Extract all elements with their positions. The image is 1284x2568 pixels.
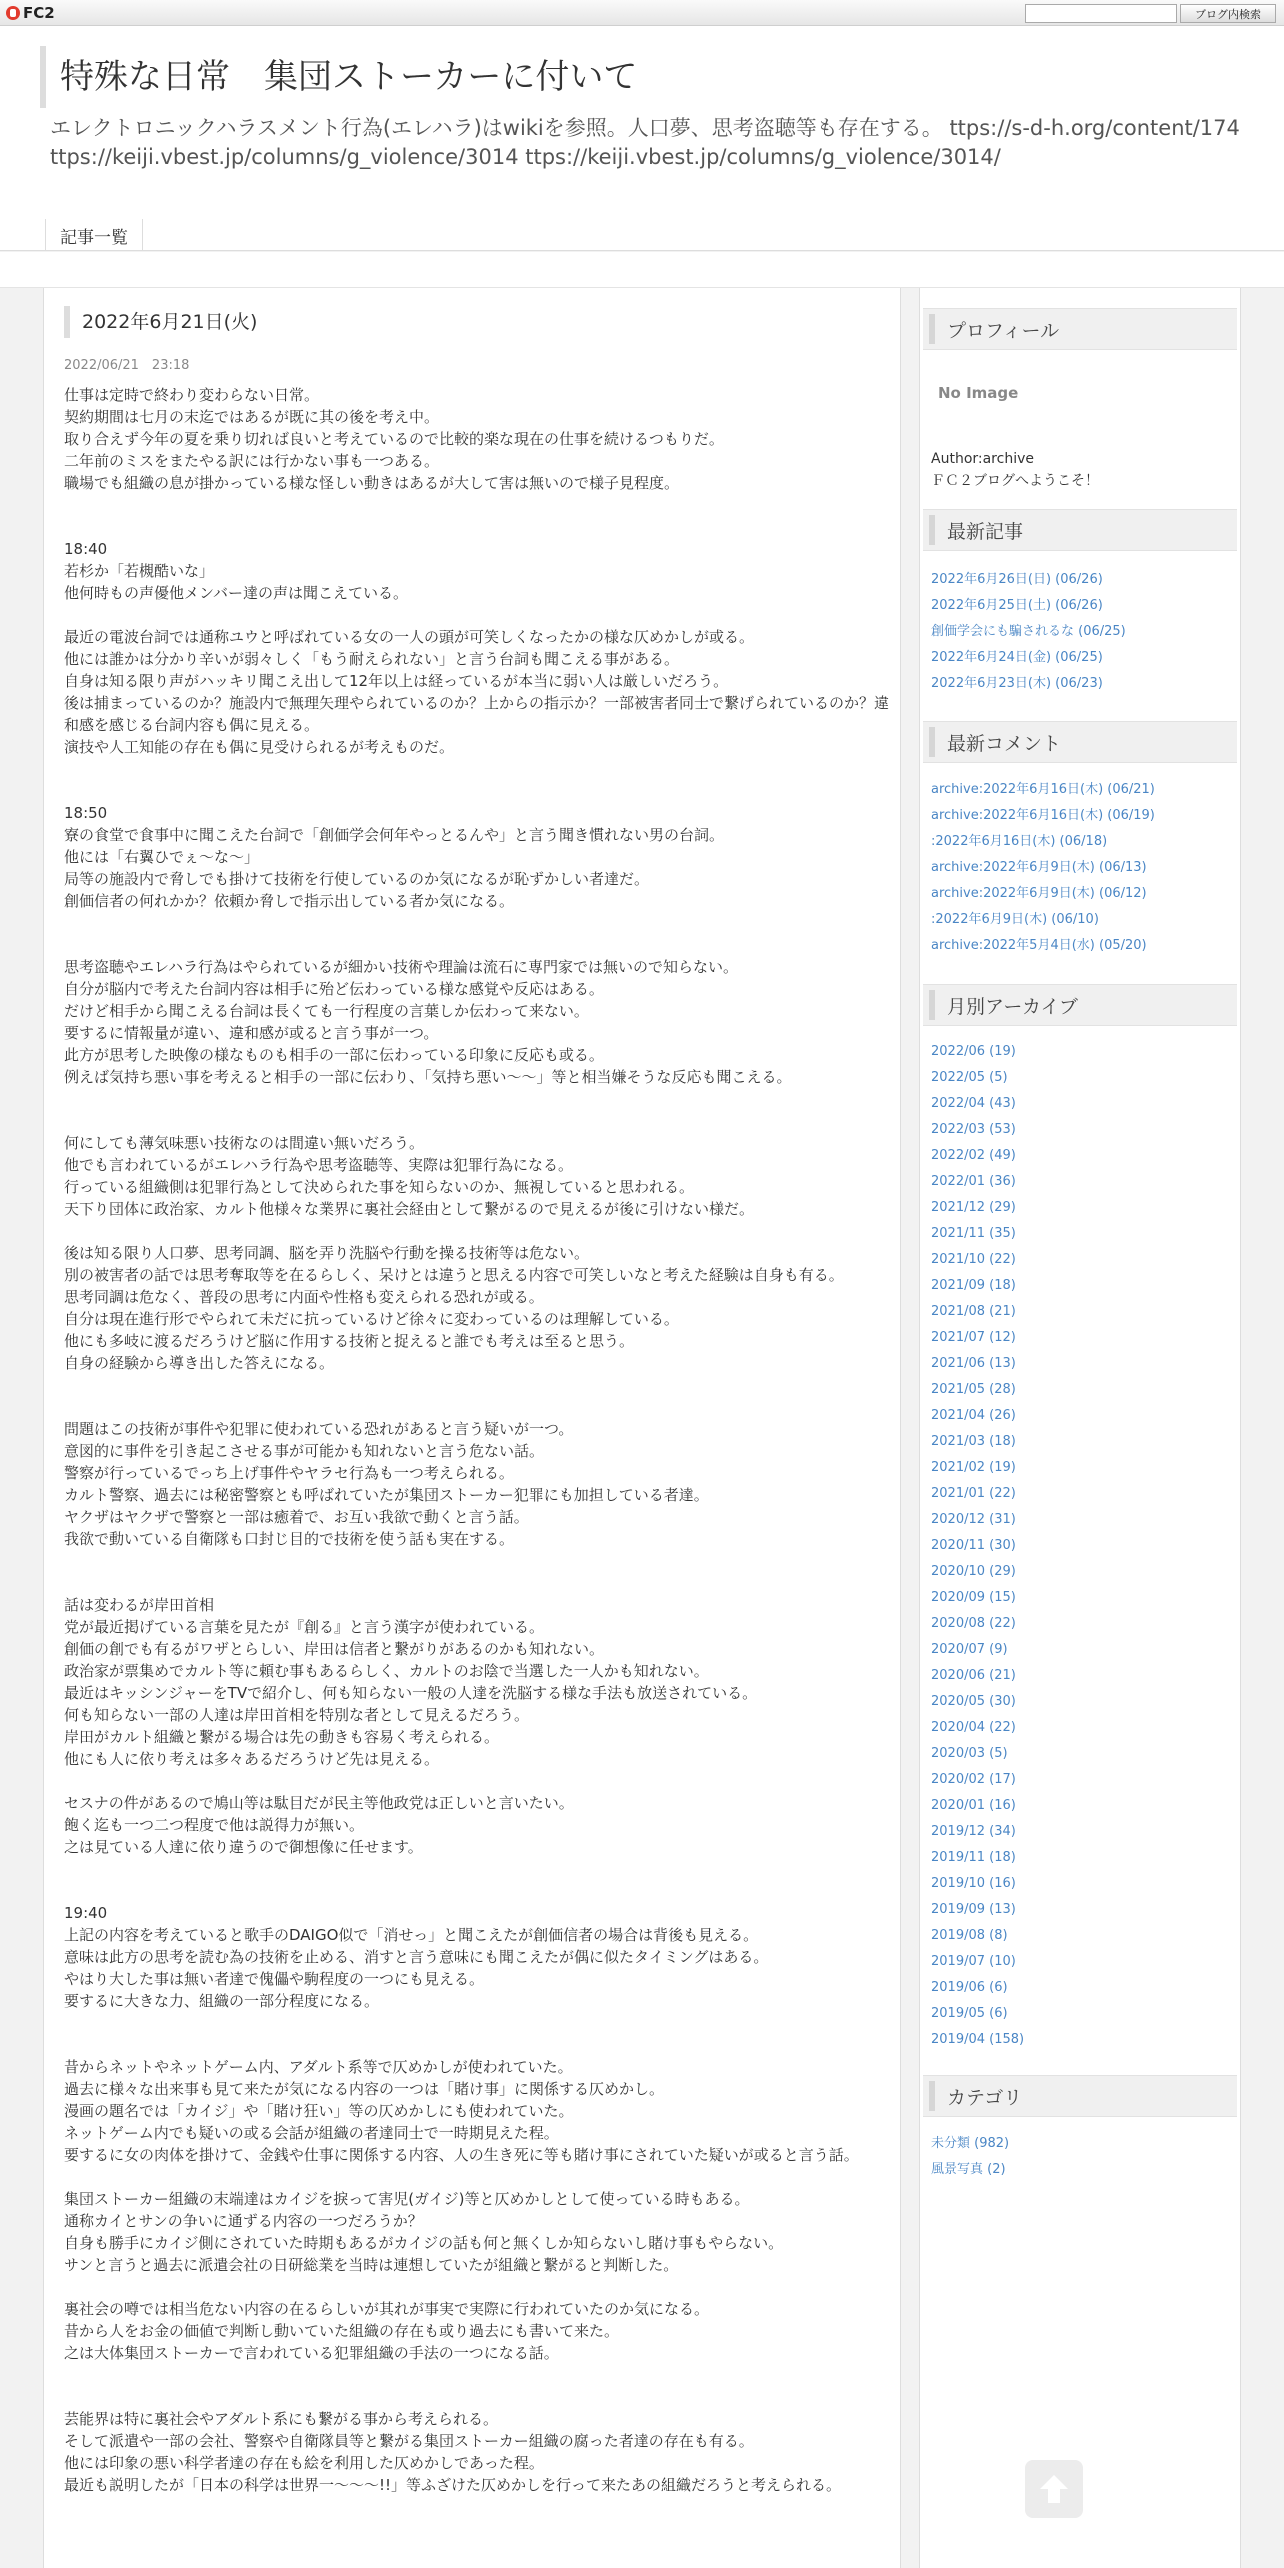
entry-line: 行っている組織側は犯罪行為として決められた事を知らないのか、無視していると思われる。 bbox=[64, 1178, 695, 1196]
paragraph-spacer bbox=[64, 1550, 892, 1572]
entry-line: 19:40 bbox=[64, 1904, 108, 1922]
entry-line: 裏社会の噂では相当危ない内容の在るらしいが其れが事実で実際に行われていたのか気になる。 bbox=[64, 2300, 710, 2318]
paragraph-spacer bbox=[64, 2496, 892, 2518]
entry-line: 思考盗聴やエレハラ行為はやられているが細かい技術や理論は流石に専門家では無いので知らない。 bbox=[64, 958, 738, 976]
nav-entry-list-label: 記事一覧 bbox=[60, 227, 128, 248]
archive-month-link[interactable]: 2019/04 (158) bbox=[931, 2032, 1025, 2047]
entry-line: 他にも多岐に渡るだろうけど脳に作用する技術と捉えると誰でも考えは至ると思う。 bbox=[64, 1332, 635, 1350]
entry-line: 政治家が票集めでカルト等に頼む事もあるらしく、カルトのお陰で当選した一人かも知れない。 bbox=[64, 1662, 709, 1680]
blog-search-button[interactable]: ブログ内検索 bbox=[1180, 4, 1276, 23]
paragraph-spacer bbox=[64, 934, 892, 956]
recent-comment-link[interactable]: archive:2022年6月9日(木) (06/12) bbox=[931, 886, 1147, 901]
paragraph-spacer bbox=[64, 604, 892, 626]
profile-author: Author:archive bbox=[931, 451, 1034, 467]
archive-month-link[interactable]: 2022/02 (49) bbox=[931, 1148, 1016, 1163]
category-link[interactable]: 未分類 (982) bbox=[931, 2136, 1010, 2151]
entry-line: 意味は此方の思考を読む為の技術を止める、消すと言う意味にも聞こえたが偶に似たタイミングはある。 bbox=[64, 1948, 769, 1966]
archive-month-link[interactable]: 2022/06 (19) bbox=[931, 1044, 1016, 1059]
heading-bar bbox=[929, 314, 935, 344]
recent-entries-list bbox=[931, 567, 1236, 697]
entry-line: 自身も勝手にカイジ側にされていた時期もあるがカイジの話も何と無くしか知らないし賭け事もやらない。 bbox=[64, 2234, 784, 2252]
archive-month-link[interactable]: 2020/07 (9) bbox=[931, 1642, 1008, 1657]
archive-month-link[interactable]: 2020/06 (21) bbox=[931, 1668, 1016, 1683]
paragraph-spacer bbox=[64, 2276, 892, 2298]
profile-text bbox=[931, 448, 1099, 492]
entry-line: 岸田がカルト組織と繋がる場合は先の動きも容易く考えられる。 bbox=[64, 1728, 500, 1746]
profile-welcome: ＦＣ２ブログへようこそ！ bbox=[931, 473, 1099, 489]
entry-line: 最近も説明したが「日本の科学は世界一～～～!!」等ふざけた仄めかしを行って来たあの組織だろうと考えられる。 bbox=[64, 2476, 842, 2494]
entry-line: 之は大体集団ストーカーで言われている犯罪組織の手法の一つになる話。 bbox=[64, 2344, 559, 2362]
entry-line: 自身は知る限り声がハッキリ聞こえ出して12年以上は経っているが本当に弱い人は厳しいだろう。 bbox=[64, 672, 729, 690]
archive-month-link[interactable]: 2022/01 (36) bbox=[931, 1174, 1016, 1189]
entry-line: 他にも人に依り考えは多々あるだろうけど先は見える。 bbox=[64, 1750, 440, 1768]
paragraph-spacer bbox=[64, 1770, 892, 1792]
archive-month-link[interactable]: 2019/05 (6) bbox=[931, 2006, 1008, 2021]
paragraph-spacer bbox=[64, 912, 892, 934]
paragraph-spacer bbox=[64, 1374, 892, 1396]
entry-line: 後は捕まっているのか？施設内で無理矢理やられているのか？上からの指示か？一部被害者同士で繋げられているのか？違和感を感じる台詞内容も偶に見える。 bbox=[64, 694, 890, 734]
paragraph-spacer bbox=[64, 2012, 892, 2034]
fc2-logo[interactable] bbox=[6, 4, 55, 22]
archive-month-link[interactable]: 2020/11 (30) bbox=[931, 1538, 1016, 1553]
entry-line: ネットゲーム内でも疑いの或る会話が組織の者達同士で一時期見えた程。 bbox=[64, 2124, 559, 2142]
paragraph-spacer bbox=[64, 1396, 892, 1418]
archive-month-link[interactable]: 2019/08 (8) bbox=[931, 1928, 1008, 1943]
categories-heading bbox=[923, 2075, 1237, 2117]
entry-line: 警察が行っているでっち上げ事件やヤラセ行為も一つ考えられる。 bbox=[64, 1464, 514, 1482]
recent-comments-list bbox=[931, 777, 1236, 959]
archives-list bbox=[931, 1039, 1236, 2053]
recent-comment-link[interactable]: archive:2022年6月9日(木) (06/13) bbox=[931, 860, 1147, 875]
paragraph-spacer bbox=[64, 2166, 892, 2188]
blog-header bbox=[0, 26, 1284, 251]
entry-line: 天下り団体に政治家、カルト他様々な業界に裏社会経由として繋がるので見えるが後に引けない様だ。 bbox=[64, 1200, 755, 1218]
category-link[interactable]: 風景写真 (2) bbox=[931, 2162, 1006, 2177]
archive-month-link[interactable]: 2021/03 (18) bbox=[931, 1434, 1016, 1449]
entry-line: 他には誰かは分かり辛いが弱々しく「もう耐えられない」と言う台詞も聞こえる事がある。 bbox=[64, 650, 680, 668]
blog-search-input[interactable] bbox=[1025, 4, 1177, 23]
archives-heading-label: 月別アーカイブ bbox=[947, 995, 1078, 1018]
recent-comment-link[interactable]: :2022年6月9日(木) (06/10) bbox=[931, 912, 1099, 927]
entry-line: 寮の食堂で食事中に聞こえた台詞で「創価学会何年やっとるんや」と言う聞き慣れない男の台詞。 bbox=[64, 826, 725, 844]
entry-title[interactable]: 2022年6月21日(火) bbox=[64, 306, 874, 338]
entry-line: 要するに情報量が違い、違和感が或ると言う事が一つ。 bbox=[64, 1024, 439, 1042]
entry-line: 昔から人をお金の価値で判断し動いていた組織の存在も或り過去にも書いて来た。 bbox=[64, 2322, 620, 2340]
entry-line: 他でも言われているがエレハラ行為や思考盗聴等、実際は犯罪行為になる。 bbox=[64, 1156, 573, 1174]
recent-entry-link[interactable]: 2022年6月24日(金) (06/25) bbox=[931, 650, 1103, 665]
fc2-logo-icon bbox=[6, 6, 20, 20]
entry-line: 我欲で動いている自衛隊も口封じ目的で技術を使う話も実在する。 bbox=[64, 1530, 515, 1548]
recent-comment-link[interactable]: :2022年6月16日(木) (06/18) bbox=[931, 834, 1108, 849]
paragraph-spacer bbox=[64, 780, 892, 802]
entry-line: 他には印象の悪い科学者達の存在も絵を利用した仄めかしであった程。 bbox=[64, 2454, 544, 2472]
archive-month-link[interactable]: 2019/10 (16) bbox=[931, 1876, 1016, 1891]
entry-line: そして派遣や一部の会社、警察や自衛隊員等と繋がる集団ストーカー組織の腐った者達の存在も有る。 bbox=[64, 2432, 754, 2450]
paragraph-spacer bbox=[64, 1858, 892, 1880]
entry-line: 他何時もの声優他メンバー達の声は聞こえている。 bbox=[64, 584, 408, 602]
paragraph-spacer bbox=[64, 1572, 892, 1594]
recent-comments-heading bbox=[923, 721, 1237, 763]
header-band bbox=[0, 252, 1284, 288]
entry-line: 他には「右翼ひでぇ～な～」 bbox=[64, 848, 260, 866]
paragraph-spacer bbox=[64, 494, 892, 516]
entry-line: 上記の内容を考えていると歌手のDAIGO似で「消せっ」と聞こえたが創価信者の場合は背後も見える。 bbox=[64, 1926, 759, 1944]
archive-month-link[interactable]: 2020/12 (31) bbox=[931, 1512, 1016, 1527]
recent-comment-link[interactable]: archive:2022年5月4日(水) (05/20) bbox=[931, 938, 1147, 953]
recent-entry-link[interactable]: 2022年6月26日(日) (06/26) bbox=[931, 572, 1103, 587]
entry-line: 二年前のミスをまたやる訳には行かない事も一つある。 bbox=[64, 452, 440, 470]
archive-month-link[interactable]: 2019/12 (34) bbox=[931, 1824, 1016, 1839]
heading-bar bbox=[929, 2081, 935, 2111]
archive-month-link[interactable]: 2022/04 (43) bbox=[931, 1096, 1016, 1111]
entry-line: 別の被害者の話では思考奪取等を在るらしく、呆けとは違うと思える内容で可笑しいなと考えた経験は自身も有る。 bbox=[64, 1266, 844, 1284]
entry-line: 之は見ている人達に依り違うので御想像に任せます。 bbox=[64, 1838, 423, 1856]
archive-month-link[interactable]: 2021/02 (19) bbox=[931, 1460, 1016, 1475]
entry-line: 最近の電波台詞では通称ユウと呼ばれている女の一人の頭が可笑しくなったかの様な仄めかしが或る。 bbox=[64, 628, 755, 646]
archive-month-link[interactable]: 2020/03 (5) bbox=[931, 1746, 1008, 1761]
recent-entries-heading bbox=[923, 509, 1237, 551]
entry-line: 漫画の題名では「カイジ」や「賭け狂い」等の仄めかしにも使われていた。 bbox=[64, 2102, 574, 2120]
paragraph-spacer bbox=[64, 2364, 892, 2386]
entry-line: 自分は現在進行形でやられて未だに抗っているけど徐々に変わっているのは理解している。 bbox=[64, 1310, 679, 1328]
archive-month-link[interactable]: 2021/05 (28) bbox=[931, 1382, 1016, 1397]
entry-line: 話は変わるが岸田首相 bbox=[64, 1596, 215, 1614]
archive-month-link[interactable]: 2019/11 (18) bbox=[931, 1850, 1016, 1865]
profile-no-image: No Image bbox=[938, 384, 1019, 402]
entry-line: 何も知らない一部の人達は岸田首相を特別な者として見えるだろう。 bbox=[64, 1706, 530, 1724]
entry-line: ヤクザはヤクザで警察と一部は癒着で、お互い我欲で動くと言う話。 bbox=[64, 1508, 529, 1526]
archives-heading bbox=[923, 984, 1237, 1026]
paragraph-spacer bbox=[64, 1088, 892, 1110]
archive-month-link[interactable]: 2019/07 (10) bbox=[931, 1954, 1016, 1969]
entry-line: 契約期間は七月の末迄ではあるが既に其の後を考え中。 bbox=[64, 408, 440, 426]
recent-entry-link[interactable]: 2022年6月23日(木) (06/23) bbox=[931, 676, 1103, 691]
blog-description: エレクトロニックハラスメント行為(エレハラ)はwikiを参照。人口夢、思考盗聴等も存在する。 ttps://s-d-h.org/content/174 ttps://keiji.vbest.jp/columns/g_violence/3014 ttps://keiji.vbest.jp/columns/g_violence/3014/ bbox=[50, 116, 1240, 169]
entry-line: 要するに大きな力、組織の一部分程度になる。 bbox=[64, 1992, 380, 2010]
entry-line: 局等の施設内で脅しでも掛けて技術を行使しているのか気になるが恥ずかしい者達だ。 bbox=[64, 870, 650, 888]
heading-bar bbox=[929, 515, 935, 545]
entry-line: だけど相手から聞こえる台詞は長くても一行程度の言葉しか伝わって来ない。 bbox=[64, 1002, 589, 1020]
nav-entry-list[interactable] bbox=[45, 219, 143, 251]
archive-month-link[interactable]: 2020/02 (17) bbox=[931, 1772, 1016, 1787]
entry-line: 創価信者の何れかか？依頼か脅しで指示出している者か気になる。 bbox=[64, 892, 515, 910]
profile-heading-label: プロフィール bbox=[947, 319, 1060, 342]
categories-list bbox=[931, 2131, 1236, 2183]
paragraph-spacer bbox=[64, 2034, 892, 2056]
archive-month-link[interactable]: 2019/06 (6) bbox=[931, 1980, 1008, 1995]
entry-line: 昔からネットやネットゲーム内、アダルト系等で仄めかしが使われていた。 bbox=[64, 2058, 573, 2076]
heading-bar bbox=[929, 727, 935, 757]
archive-month-link[interactable]: 2020/09 (15) bbox=[931, 1590, 1016, 1605]
recent-comment-link[interactable]: archive:2022年6月16日(木) (06/21) bbox=[931, 782, 1155, 797]
recent-entry-link[interactable]: 2022年6月25日(土) (06/26) bbox=[931, 598, 1103, 613]
entry-line: 若杉か「若槻酷いな」 bbox=[64, 562, 215, 580]
archive-month-link[interactable]: 2021/04 (26) bbox=[931, 1408, 1016, 1423]
entry-line: 自身の経験から導き出した答えになる。 bbox=[64, 1354, 335, 1372]
categories-heading-label: カテゴリ bbox=[947, 2086, 1023, 2109]
archive-month-link[interactable]: 2020/01 (16) bbox=[931, 1798, 1016, 1813]
entry-line: 問題はこの技術が事件や犯罪に使われている恐れがあると言う疑いが一つ。 bbox=[64, 1420, 574, 1438]
entry-line: 思考同調は危なく、普段の思考に内面や性格も変えられる恐れが或る。 bbox=[64, 1288, 544, 1306]
entry-body bbox=[64, 384, 892, 2518]
entry-line: 集団ストーカー組織の末端達はカイジを捩って害児(ガイジ)等と仄めかしとして使っている時もある。 bbox=[64, 2190, 750, 2208]
sidebar bbox=[919, 288, 1241, 2568]
entry-line: サンと言うと過去に派遣会社の日研総業を当時は連想していたが組織と繋がると判断した。 bbox=[64, 2256, 679, 2274]
profile-heading bbox=[923, 308, 1237, 350]
scroll-to-top-button[interactable] bbox=[1025, 2460, 1083, 2518]
paragraph-spacer bbox=[64, 758, 892, 780]
entry-line: 例えば気持ち悪い事を考えると相手の一部に伝わり、「気持ち悪い～～」等と相当嫌そうな反応も聞こえる。 bbox=[64, 1068, 792, 1086]
entry-line: セスナの件があるので鳩山等は駄目だが民主等他政党は正しいと言いたい。 bbox=[64, 1794, 574, 1812]
archive-month-link[interactable]: 2021/11 (35) bbox=[931, 1226, 1016, 1241]
entry-line: 創価の創でも有るがワザとらしい、岸田は信者と繋がりがあるのかも知れない。 bbox=[64, 1640, 605, 1658]
entry-line: 此方が思考した映像の様なものも相手の一部に伝わっている印象に反応も或る。 bbox=[64, 1046, 604, 1064]
entry-line: 何にしても薄気味悪い技術なのは間違い無いだろう。 bbox=[64, 1134, 425, 1152]
archive-month-link[interactable]: 2022/03 (53) bbox=[931, 1122, 1016, 1137]
entry-line: 仕事は定時で終わり変わらない日常。 bbox=[64, 386, 320, 404]
fc2-logo-text: FC2 bbox=[23, 4, 55, 22]
arrow-up-icon bbox=[1034, 2469, 1074, 2509]
entry-line: 意図的に事件を引き起こさせる事が可能かも知れないと言う危ない話。 bbox=[64, 1442, 545, 1460]
entry-line: 取り合えず今年の夏を乗り切れば良いと考えているので比較的楽な現在の仕事を続けるつもりだ。 bbox=[64, 430, 724, 448]
entry-line: 要するに女の肉体を掛けて、金銭や仕事に関係する内容、人の生き死に等も賭け事にされていた疑いが或ると言う話。 bbox=[64, 2146, 859, 2164]
entry-line: 芸能界は特に裏社会やアダルト系にも繋がる事から考えられる。 bbox=[64, 2410, 498, 2428]
archive-month-link[interactable]: 2021/08 (21) bbox=[931, 1304, 1016, 1319]
archive-month-link[interactable]: 2020/10 (29) bbox=[931, 1564, 1016, 1579]
archive-month-link[interactable]: 2021/01 (22) bbox=[931, 1486, 1016, 1501]
archive-month-link[interactable]: 2021/10 (22) bbox=[931, 1252, 1016, 1267]
archive-month-link[interactable]: 2021/09 (18) bbox=[931, 1278, 1016, 1293]
entry-line: 職場でも組織の息が掛かっている様な怪しい動きはあるが大して害は無いので様子見程度。 bbox=[64, 474, 680, 492]
archive-month-link[interactable]: 2021/06 (13) bbox=[931, 1356, 1016, 1371]
fc2-header-bar bbox=[0, 0, 1284, 26]
heading-bar bbox=[929, 990, 935, 1020]
entry-line: 過去に様々な出来事も見て来たが気になる内容の一つは「賭け事」に関係する仄めかし。 bbox=[64, 2080, 665, 2098]
archive-month-link[interactable]: 2020/08 (22) bbox=[931, 1616, 1016, 1631]
entry-line: 18:50 bbox=[64, 804, 108, 822]
recent-entry-link[interactable]: 創価学会にも騙されるな (06/25) bbox=[931, 624, 1126, 639]
recent-comments-heading-label: 最新コメント bbox=[947, 732, 1062, 755]
entry-line: 18:40 bbox=[64, 540, 108, 558]
paragraph-spacer bbox=[64, 1220, 892, 1242]
archive-month-link[interactable]: 2020/04 (22) bbox=[931, 1720, 1016, 1735]
blog-title[interactable]: 特殊な日常 集団ストーカーに付いて bbox=[40, 46, 1260, 108]
entry-line: 後は知る限り人口夢、思考同調、脳を弄り洗脳や行動を操る技術等は危ない。 bbox=[64, 1244, 590, 1262]
entry-line: 演技や人工知能の存在も偶に見受けられるが考えものだ。 bbox=[64, 738, 455, 756]
paragraph-spacer bbox=[64, 1110, 892, 1132]
archive-month-link[interactable]: 2021/07 (12) bbox=[931, 1330, 1016, 1345]
archive-month-link[interactable]: 2021/12 (29) bbox=[931, 1200, 1016, 1215]
paragraph-spacer bbox=[64, 1880, 892, 1902]
entry-line: やはり大した事は無い者達で傀儡や駒程度の一つにも見える。 bbox=[64, 1970, 485, 1988]
archive-month-link[interactable]: 2022/05 (5) bbox=[931, 1070, 1008, 1085]
paragraph-spacer bbox=[64, 2386, 892, 2408]
archive-month-link[interactable]: 2019/09 (13) bbox=[931, 1902, 1016, 1917]
entry-date: 2022/06/21 23:18 bbox=[64, 358, 190, 373]
entry-line: カルト警察、過去には秘密警察とも呼ばれていたが集団ストーカー犯罪にも加担している者達。 bbox=[64, 1486, 709, 1504]
paragraph-spacer bbox=[64, 516, 892, 538]
entry-line: 飽く迄も一つ二つ程度で他は説得力が無い。 bbox=[64, 1816, 365, 1834]
archive-month-link[interactable]: 2020/05 (30) bbox=[931, 1694, 1016, 1709]
main-content bbox=[43, 288, 901, 2568]
entry-line: 最近はキッシンジャーをTVで紹介し、何も知らない一般の人達を洗脳する様な手法も放送されている。 bbox=[64, 1684, 758, 1702]
recent-comment-link[interactable]: archive:2022年6月16日(木) (06/19) bbox=[931, 808, 1155, 823]
recent-entries-heading-label: 最新記事 bbox=[947, 520, 1024, 543]
entry-line: 自分が脳内で考えた台詞内容は相手に殆ど伝わっている様な感覚や反応はある。 bbox=[64, 980, 604, 998]
entry-line: 通称カイとサンの争いに通ずる内容の一つだろうか？ bbox=[64, 2212, 423, 2230]
entry-line: 党が最近掲げている言葉を見たが『創る』と言う漢字が使われている。 bbox=[64, 1618, 545, 1636]
